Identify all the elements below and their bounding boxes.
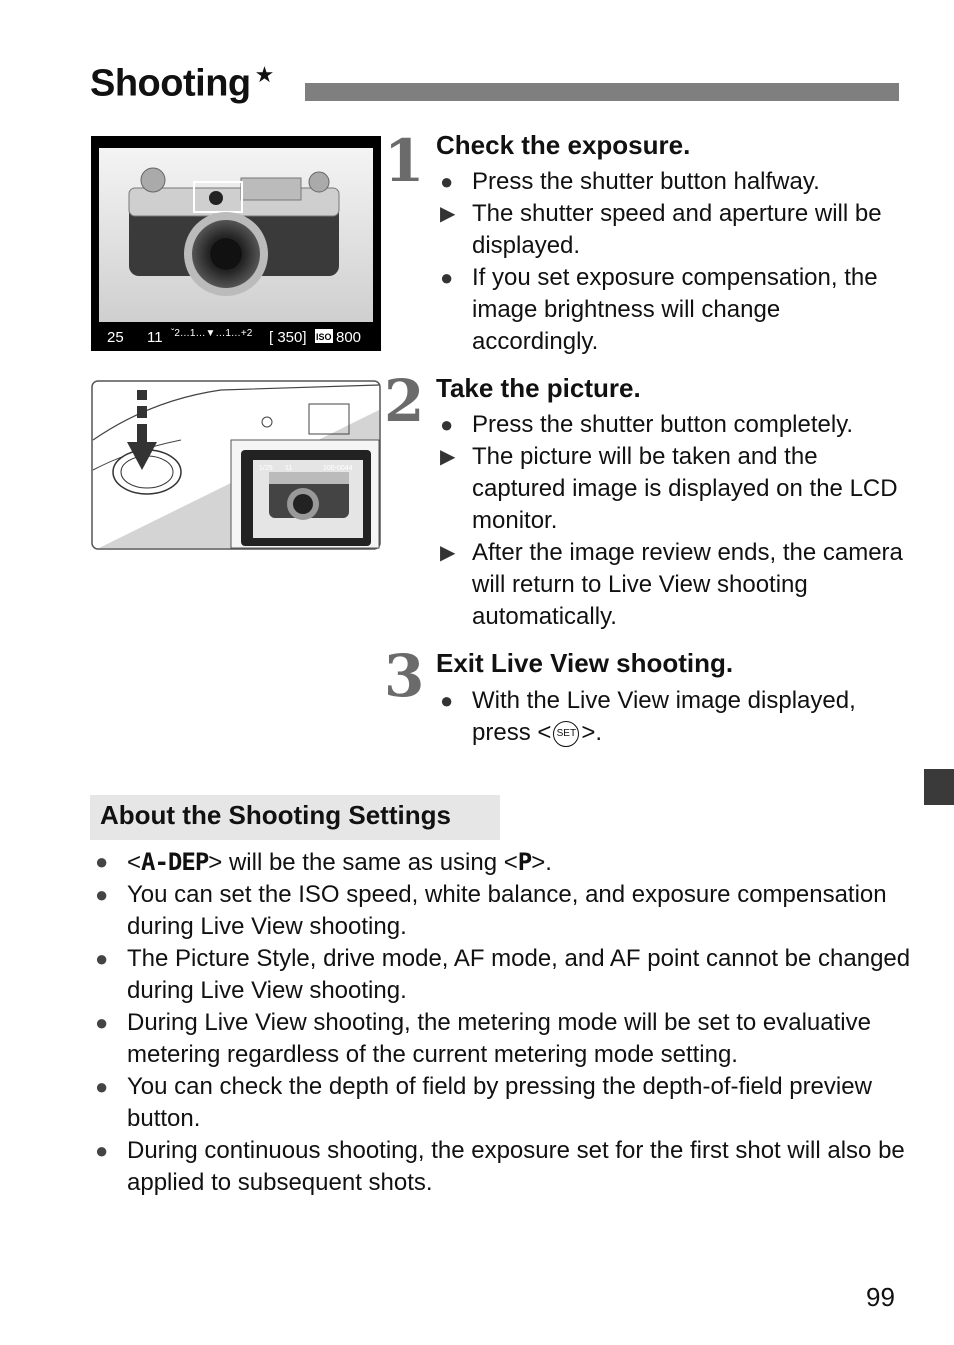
list-item: ● You can set the ISO speed, white balance, and exposure compensation during Live View shooting. <box>95 881 887 940</box>
step-list-2 <box>436 409 906 633</box>
list-item: ● The Picture Style, drive mode, AF mode, and AF point cannot be changed during Live View shooting. <box>95 945 911 1004</box>
lcd-iso-badge: ISO <box>316 332 332 342</box>
review-file-number: 100-0044 <box>323 465 353 472</box>
step-list-1 <box>436 166 906 358</box>
review-aperture: 11 <box>285 465 293 472</box>
page-number: 99 <box>866 1282 895 1312</box>
lcd-iso: 800 <box>336 329 362 346</box>
step-number-2: 2 <box>384 367 425 435</box>
title-bar <box>305 83 899 101</box>
step-heading-2: Take the picture. <box>436 373 641 403</box>
list-item: ● Press the shutter button completely. <box>436 409 906 441</box>
step-heading-3: Exit Live View shooting. <box>436 648 734 678</box>
list-item: ▶ After the image review ends, the camera will return to Live View shooting automatically. <box>440 539 903 630</box>
list-item: ● You can check the depth of field by pressing the depth-of-field preview button. <box>95 1073 872 1132</box>
lcd-aperture: 11 <box>147 329 163 346</box>
set-button-icon: SET <box>553 721 579 747</box>
result-arrow-icon: ▶ <box>440 542 456 564</box>
about-notes-list <box>91 846 911 1199</box>
bullet-dot-icon: ● <box>440 169 454 194</box>
step-list-3 <box>436 685 906 749</box>
list-item: ● <A-DEP> will be the same as using <P>. <box>95 848 552 876</box>
review-shutter: 1/25 <box>259 465 273 472</box>
list-item: ● If you set exposure compensation, the image brightness will change accordingly. <box>440 264 878 355</box>
step-heading-1: Check the exposure. <box>436 130 691 160</box>
list-item: ● With the Live View image displayed, press < SET >. <box>440 687 856 746</box>
lcd-shutter: 25 <box>107 329 124 346</box>
result-arrow-icon: ▶ <box>440 446 456 468</box>
bullet-dot-icon: ● <box>95 946 109 971</box>
shutter-press-illustration <box>91 380 381 550</box>
chapter-tab <box>924 769 954 805</box>
bullet-dot-icon: ● <box>95 849 109 874</box>
bullet-dot-icon: ● <box>95 882 109 907</box>
list-item: ● During Live View shooting, the metering mode will be set to evaluative metering regardless of the current metering mode setting. <box>95 1009 871 1068</box>
bullet-dot-icon: ● <box>95 1010 109 1035</box>
live-view-photo <box>91 136 381 351</box>
about-heading: About the Shooting Settings <box>90 795 500 840</box>
bullet-dot-icon: ● <box>95 1074 109 1099</box>
list-item: ▶ The shutter speed and aperture will be displayed. <box>440 200 882 259</box>
list-item: ▶ The picture will be taken and the captured image is displayed on the LCD monitor. <box>440 443 898 534</box>
lcd-exposure-scale: ˇ2…1…▼…1…+2 <box>171 328 253 339</box>
p-mode-icon: P <box>517 848 532 876</box>
step-number-1: 1 <box>384 127 425 195</box>
bullet-dot-icon: ● <box>440 688 454 713</box>
lcd-shots-remaining: [ 350] <box>269 329 307 346</box>
advanced-star-icon: ★ <box>254 62 274 87</box>
page-title: Shooting ★ <box>90 62 274 105</box>
step-number-3: 3 <box>384 642 425 710</box>
bullet-dot-icon: ● <box>440 265 454 290</box>
a-dep-mode-icon: A-DEP <box>141 848 209 876</box>
list-item: ● Press the shutter button halfway. <box>436 166 906 198</box>
list-item: ● During continuous shooting, the exposure set for the first shot will also be applied to subsequent shots. <box>95 1137 905 1196</box>
bullet-dot-icon: ● <box>95 1138 109 1163</box>
bullet-dot-icon: ● <box>440 412 454 437</box>
result-arrow-icon: ▶ <box>440 203 456 225</box>
